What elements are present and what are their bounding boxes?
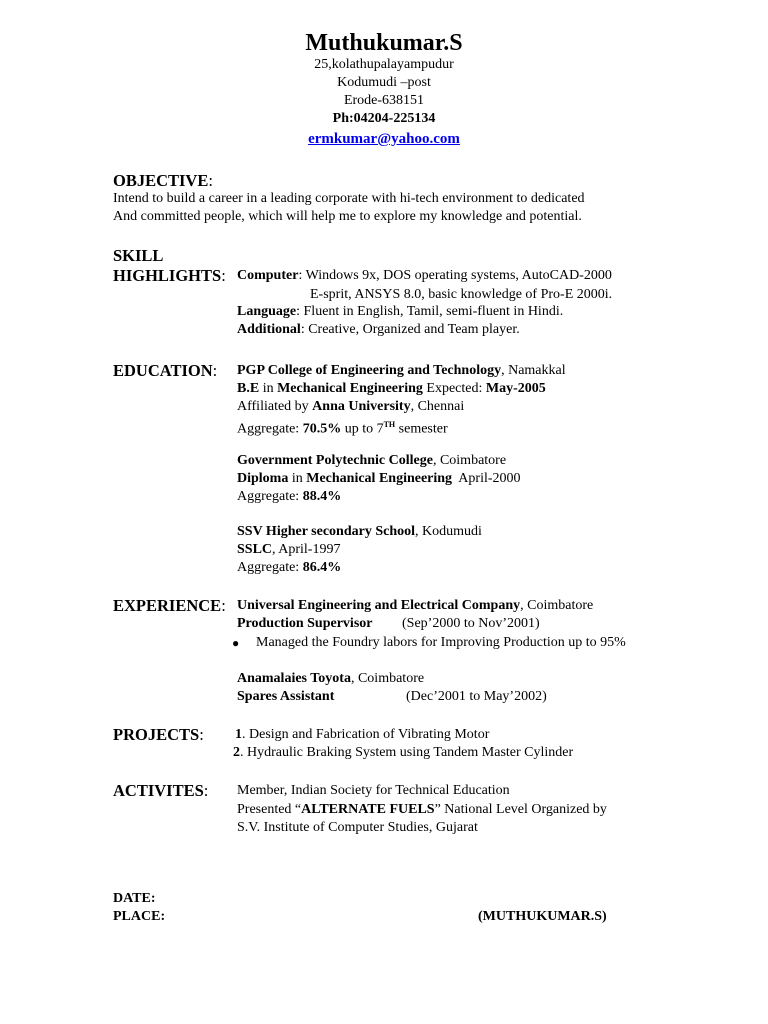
edu-gpt-aggregate: Aggregate: 88.4% <box>237 489 342 504</box>
email-link[interactable]: ermkumar@yahoo.com <box>308 131 460 147</box>
edu-pgp-college: PGP College of Engineering and Technology, Namakkal <box>237 363 566 378</box>
exp-job2-dates: (Dec’2001 to May’2002) <box>406 689 547 704</box>
bullet-icon: ● <box>232 636 240 650</box>
exp-job1-dates: (Sep’2000 to Nov’2001) <box>402 616 540 631</box>
edu-pgp-aggregate: Aggregate: 70.5% up to 7TH semester <box>237 420 448 437</box>
signature-name: (MUTHUKUMAR.S) <box>478 909 607 924</box>
experience-heading: EXPERIENCE: <box>113 596 226 615</box>
activity-line-2: Presented “ALTERNATE FUELS” National Level Organized by <box>237 802 607 817</box>
candidate-name: Muthukumar.S <box>305 30 463 56</box>
project-1: 1. Design and Fabrication of Vibrating Motor <box>235 727 490 742</box>
exp-job1-company: Universal Engineering and Electrical Company, Coimbatore <box>237 598 594 613</box>
place-label: PLACE: <box>113 909 166 924</box>
exp-job1-role: Production Supervisor <box>237 616 373 631</box>
edu-ssv-school: SSV Higher secondary School, Kodumudi <box>237 524 482 539</box>
skill-computer-cont: E-sprit, ANSYS 8.0, basic knowledge of Pro-E 2000i. <box>310 287 613 302</box>
edu-gpt-degree: Diploma in Mechanical Engineering April-2000 <box>237 471 521 486</box>
skill-additional: Additional: Creative, Organized and Team player. <box>237 322 520 337</box>
objective-line-2: And committed people, which will help me to explore my knowledge and potential. <box>113 209 582 224</box>
edu-pgp-affiliation: Affiliated by Anna University, Chennai <box>237 399 465 414</box>
skill-computer: Computer: Windows 9x, DOS operating systems, AutoCAD-2000 <box>237 268 612 283</box>
objective-line-1: Intend to build a career in a leading corporate with hi-tech environment to dedicated <box>113 191 585 206</box>
address-line-1: 25,kolathupalayampudur <box>314 57 454 72</box>
edu-pgp-degree: B.E in Mechanical Engineering Expected: May-2005 <box>237 381 546 396</box>
date-label: DATE: <box>113 891 156 906</box>
project-2: 2. Hydraulic Braking System using Tandem Master Cylinder <box>233 745 574 760</box>
address-line-2: Kodumudi –post <box>337 75 431 90</box>
edu-ssv-aggregate: Aggregate: 86.4% <box>237 560 342 575</box>
highlights-heading: HIGHLIGHTS: <box>113 266 226 285</box>
projects-heading: PROJECTS: <box>113 725 204 744</box>
skill-language: Language: Fluent in English, Tamil, semi-fluent in Hindi. <box>237 304 564 319</box>
phone-number: Ph:04204-225134 <box>332 111 436 126</box>
activity-line-3: S.V. Institute of Computer Studies, Gujarat <box>237 820 478 835</box>
exp-job2-role: Spares Assistant <box>237 689 335 704</box>
email-row <box>0 130 768 149</box>
activity-line-1: Member, Indian Society for Technical Education <box>237 783 510 798</box>
skill-heading: SKILL <box>113 246 164 265</box>
education-heading: EDUCATION: <box>113 361 218 380</box>
activities-heading: ACTIVITES: <box>113 781 209 800</box>
objective-heading: OBJECTIVE: <box>113 171 213 190</box>
edu-ssv-degree: SSLC, April-1997 <box>237 542 341 557</box>
edu-gpt-college: Government Polytechnic College, Coimbatore <box>237 453 507 468</box>
exp-job1-duty: Managed the Foundry labors for Improving Production up to 95% <box>256 635 626 650</box>
address-line-3: Erode-638151 <box>343 93 425 108</box>
exp-job2-company: Anamalaies Toyota, Coimbatore <box>237 671 425 686</box>
